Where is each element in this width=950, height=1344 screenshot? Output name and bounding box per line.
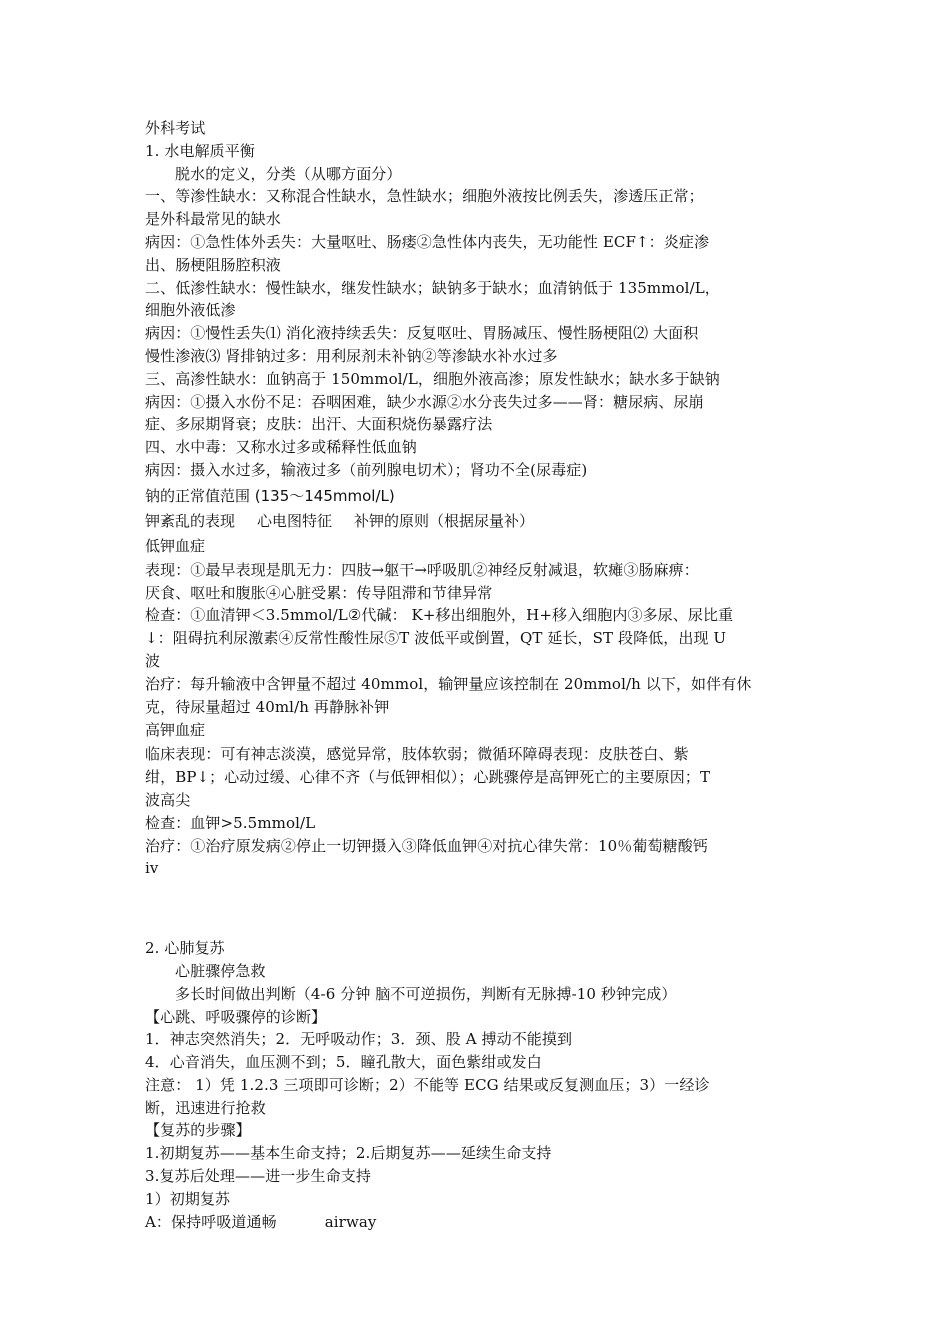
steps-heading: 【复苏的步骤】 [145,1121,251,1140]
section-subheading: 心脏骤停急救 [175,961,266,980]
text-line: iv [145,859,159,878]
hyperkalemia-heading: 高钾血症 [145,721,206,740]
section-subheading: 脱水的定义，分类（从哪方面分） [175,164,402,183]
section-heading-1: 1. 水电解质平衡 [145,141,255,160]
text-line: ↓：阻碍抗利尿激素④反常性酸性尿⑤T 波低平或倒置，QT 延长，ST 段降低，出现 U [145,629,727,648]
text-line: 病因：①摄入水份不足：吞咽困难，缺少水源②水分丧失过多——肾：糖尿病、尿崩 [145,392,704,411]
text-line: 二、低渗性缺水：慢性缺水，继发性缺水；缺钠多于缺水；血清钠低于 135mmol/L， [145,278,720,297]
text-line: 克，待尿量超过 40ml/h 再静脉补钾 [145,697,390,716]
text-line: 1．神志突然消失；2．无呼吸动作；3．颈、股 A 搏动不能摸到 [145,1030,573,1049]
text-line: 临床表现：可有神志淡漠，感觉异常，肢体软弱；微循环障碍表现：皮肤苍白、紫 [145,745,689,764]
text-line: 检查：①血清钾＜3.5mmol/L②代碱： K+移出细胞外，H+移入细胞内③多尿、尿比重 [145,606,734,625]
text-line: 4．心音消失，血压测不到；5．瞳孔散大，面色紫绀或发白 [145,1053,542,1072]
text-line: 厌食、呕吐和腹胀④心脏受累：传导阻滞和节律异常 [145,583,493,602]
text-line: 绀，BP↓；心动过缓、心律不齐（与低钾相似）；心跳骤停是高钾死亡的主要原因；T [145,768,711,787]
text-line: 病因：①慢性丢失⑴ 消化液持续丢失：反复呕吐、胃肠减压、慢性肠梗阻⑵ 大面积 [145,324,699,343]
text-line: 四、水中毒：又称水过多或稀释性低血钠 [145,438,417,457]
hypokalemia-heading: 低钾血症 [145,536,206,555]
text-line: 注意： 1）凭 1.2.3 三项即可诊断；2）不能等 ECG 结果或反复测血压；3）一经诊 [145,1075,710,1094]
text-line: 1）初期复苏 [145,1189,231,1208]
section-heading-2: 2. 心肺复苏 [145,939,225,958]
text-line: 是外科最常见的缺水 [145,210,281,229]
sodium-range-line: 钠的正常值范围 (135～145mmol/L) [145,486,395,505]
potassium-topic: 钾紊乱的表现 [145,511,236,530]
text-line: 一、等渗性缺水：又称混合性缺水，急性缺水；细胞外液按比例丢失，渗透压正常； [145,187,704,206]
diagnosis-heading: 【心跳、呼吸骤停的诊断】 [145,1007,327,1026]
airway-label: A：保持呼吸道通畅 [145,1212,277,1231]
text-line: 多长时间做出判断（4-6 分钟 脑不可逆损伤，判断有无脉搏-10 秒钟完成） [175,984,677,1003]
document-page [145,117,810,1233]
airway-line [145,1211,810,1234]
text-line: 表现：①最早表现是肌无力：四肢→躯干→呼吸肌②神经反射减退，软瘫③肠麻痹： [145,560,699,579]
text-line: 细胞外液低渗 [145,301,236,320]
text-line: 出、肠梗阻肠腔积液 [145,255,281,274]
text-line: 波高尖 [145,790,191,809]
text-line: 波 [145,651,161,670]
potassium-topics-line [145,509,810,534]
potassium-topic: 心电图特征 [257,511,333,530]
text-line: 三、高渗性缺水：血钠高于 150mmol/L，细胞外液高渗；原发性缺水；缺水多于缺钠 [145,369,720,388]
text-line: 断，迅速进行抢救 [145,1098,266,1117]
airway-en: airway [324,1212,377,1231]
document-title: 外科考试 [145,119,206,137]
text-line: 治疗：①治疗原发病②停止一切钾摄入③降低血钾④对抗心律失常：10％葡萄糖酸钙 [145,836,708,855]
text-line: 慢性渗液⑶ 肾排钠过多：用利尿剂未补钠②等渗缺水补水过多 [145,346,558,365]
text-line: 3.复苏后处理——进一步生命支持 [145,1167,371,1186]
text-line: 症、多尿期肾衰；皮肤：出汗、大面积烧伤暴露疗法 [145,415,493,434]
blank-gap [145,880,810,937]
text-line: 检查：血钾>5.5mmol/L [145,813,316,832]
text-line: 病因：①急性体外丢失：大量呕吐、肠瘘②急性体内丧失，无功能性 ECF↑：炎症渗 [145,232,710,251]
text-line: 病因：摄入水过多，输液过多（前列腺电切术）；肾功不全(尿毒症) [145,460,588,479]
text-line: 治疗：每升输液中含钾量不超过 40mmol，输钾量应该控制在 20mmol/h 以下，如伴有休 [145,674,752,693]
text-line: 1.初期复苏——基本生命支持；2.后期复苏——延续生命支持 [145,1144,552,1163]
potassium-topic: 补钾的原则（根据尿量补） [354,511,535,530]
